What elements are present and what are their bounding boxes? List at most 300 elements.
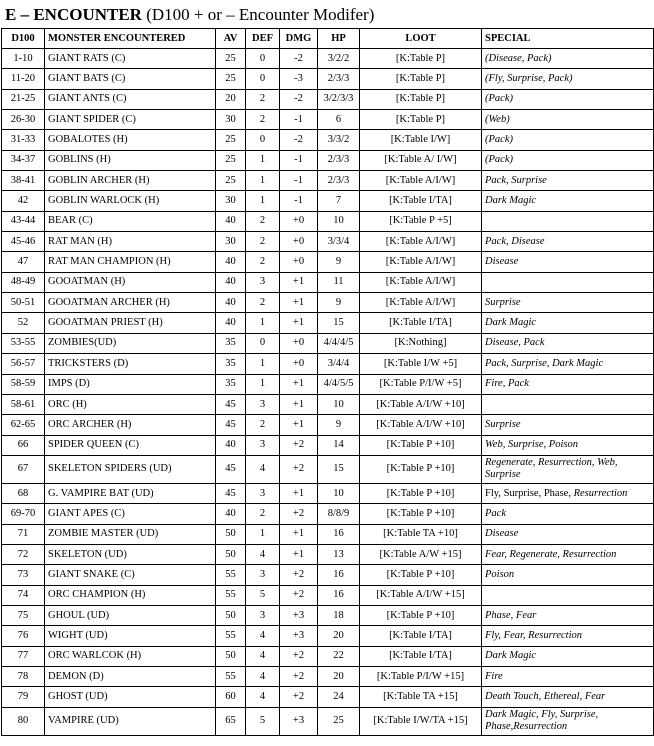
cell-def: 1	[246, 524, 280, 544]
cell-av: 40	[216, 504, 246, 524]
cell-special	[482, 544, 654, 564]
table-row	[2, 435, 654, 455]
cell-special-text: Dark Magic, Fly, Surprise, Phase,Resurrection	[485, 709, 599, 733]
cell-monster: ZOMBIES(UD)	[45, 333, 216, 353]
cell-def: 3	[246, 605, 280, 625]
table-row	[2, 252, 654, 272]
cell-special	[482, 333, 654, 353]
cell-monster: GOOATMAN (H)	[45, 272, 216, 292]
cell-dmg: +2	[280, 666, 318, 686]
cell-def: 0	[246, 130, 280, 150]
table-row	[2, 483, 654, 503]
cell-av: 60	[216, 687, 246, 707]
cell-av: 30	[216, 232, 246, 252]
cell-dmg: +1	[280, 524, 318, 544]
cell-hp: 3/3/4	[318, 232, 360, 252]
cell-loot: [K:Table P/I/W +5]	[360, 374, 482, 394]
table-row	[2, 524, 654, 544]
cell-loot: [K:Table P]	[360, 110, 482, 130]
table-row	[2, 626, 654, 646]
cell-loot: [K:Table P/I/W +15]	[360, 666, 482, 686]
table-row	[2, 544, 654, 564]
cell-special	[482, 293, 654, 313]
cell-loot: [K:Table I/W +5]	[360, 354, 482, 374]
cell-monster: DEMON (D)	[45, 666, 216, 686]
cell-monster: GOOATMAN PRIEST (H)	[45, 313, 216, 333]
cell-monster: SPIDER QUEEN (C)	[45, 435, 216, 455]
cell-av: 45	[216, 483, 246, 503]
cell-loot: [K:Table A/I/W +15]	[360, 585, 482, 605]
cell-d100: 58-59	[2, 374, 45, 394]
table-row	[2, 150, 654, 170]
cell-av: 25	[216, 69, 246, 89]
cell-dmg: +1	[280, 483, 318, 503]
cell-hp: 10	[318, 483, 360, 503]
cell-special-text: Resurrection	[573, 487, 628, 499]
cell-dmg: +2	[280, 455, 318, 483]
cell-d100: 43-44	[2, 211, 45, 231]
cell-def: 0	[246, 49, 280, 69]
cell-d100: 1-10	[2, 49, 45, 69]
cell-av: 40	[216, 435, 246, 455]
cell-monster: RAT MAN (H)	[45, 232, 216, 252]
cell-loot: [K:Table I/TA]	[360, 313, 482, 333]
table-row	[2, 313, 654, 333]
cell-loot: [K:Table A/I/W]	[360, 252, 482, 272]
cell-special	[482, 666, 654, 686]
cell-special	[482, 69, 654, 89]
cell-def: 3	[246, 272, 280, 292]
cell-def: 4	[246, 455, 280, 483]
cell-av: 55	[216, 626, 246, 646]
cell-dmg: +1	[280, 544, 318, 564]
cell-d100: 34-37	[2, 150, 45, 170]
cell-def: 5	[246, 707, 280, 735]
cell-special-text: Fear, Regenerate, Resurrection	[485, 548, 617, 560]
cell-loot: [K:Table I/W]	[360, 130, 482, 150]
cell-av: 20	[216, 89, 246, 109]
cell-dmg: -3	[280, 69, 318, 89]
cell-loot: [K:Table TA +10]	[360, 524, 482, 544]
cell-loot: [K:Nothing]	[360, 333, 482, 353]
cell-def: 2	[246, 89, 280, 109]
cell-def: 1	[246, 171, 280, 191]
cell-loot: [K:Table P]	[360, 89, 482, 109]
cell-d100: 47	[2, 252, 45, 272]
cell-monster: ORC WARLCOK (H)	[45, 646, 216, 666]
cell-loot: [K:Table P +10]	[360, 605, 482, 625]
table-row	[2, 707, 654, 735]
table-row	[2, 333, 654, 353]
cell-loot: [K:Table I/TA]	[360, 626, 482, 646]
cell-av: 50	[216, 646, 246, 666]
cell-monster: SKELETON SPIDERS (UD)	[45, 455, 216, 483]
col-header-dmg: DMG	[280, 29, 318, 49]
cell-hp: 6	[318, 110, 360, 130]
cell-def: 5	[246, 585, 280, 605]
cell-av: 40	[216, 313, 246, 333]
cell-d100: 80	[2, 707, 45, 735]
cell-special-text: (Web)	[485, 113, 510, 125]
cell-dmg: -2	[280, 89, 318, 109]
cell-hp: 9	[318, 415, 360, 435]
cell-def: 2	[246, 293, 280, 313]
cell-hp: 11	[318, 272, 360, 292]
cell-def: 4	[246, 626, 280, 646]
cell-monster: GIANT APES (C)	[45, 504, 216, 524]
cell-av: 40	[216, 252, 246, 272]
cell-monster: GHOST (UD)	[45, 687, 216, 707]
cell-monster: IMPS (D)	[45, 374, 216, 394]
cell-hp: 18	[318, 605, 360, 625]
cell-monster: WIGHT (UD)	[45, 626, 216, 646]
cell-def: 2	[246, 504, 280, 524]
cell-av: 55	[216, 585, 246, 605]
cell-special	[482, 504, 654, 524]
table-row	[2, 130, 654, 150]
cell-def: 2	[246, 211, 280, 231]
cell-loot: [K:Table A/I/W]	[360, 293, 482, 313]
cell-av: 30	[216, 191, 246, 211]
cell-hp: 3/3/2	[318, 130, 360, 150]
cell-special-text: Phase, Fear	[485, 609, 537, 621]
table-row	[2, 455, 654, 483]
table-header-row	[2, 29, 654, 49]
cell-special-text: Dark Magic	[485, 650, 537, 662]
cell-av: 25	[216, 130, 246, 150]
cell-d100: 76	[2, 626, 45, 646]
cell-dmg: +2	[280, 435, 318, 455]
cell-monster: GOBLIN WARLOCK (H)	[45, 191, 216, 211]
cell-av: 40	[216, 293, 246, 313]
col-header-loot: LOOT	[360, 29, 482, 49]
cell-special	[482, 415, 654, 435]
table-row	[2, 565, 654, 585]
cell-loot: [K:Table A/I/W +10]	[360, 415, 482, 435]
cell-hp: 10	[318, 211, 360, 231]
table-row	[2, 374, 654, 394]
cell-dmg: +3	[280, 707, 318, 735]
cell-special	[482, 435, 654, 455]
cell-special	[482, 171, 654, 191]
cell-special	[482, 191, 654, 211]
cell-d100: 45-46	[2, 232, 45, 252]
cell-hp: 3/4/4	[318, 354, 360, 374]
cell-special	[482, 707, 654, 735]
cell-special-text: (Pack)	[485, 93, 513, 105]
cell-special-text: (Pack)	[485, 154, 513, 166]
table-row	[2, 666, 654, 686]
cell-monster: TRICKSTERS (D)	[45, 354, 216, 374]
cell-special-plain: Fly, Surprise, Phase,	[485, 487, 574, 499]
cell-d100: 62-65	[2, 415, 45, 435]
cell-special-text: Dark Magic	[485, 317, 537, 329]
cell-special-text: Fire	[485, 670, 503, 682]
cell-special-text: Web, Surprise, Poison	[485, 439, 578, 451]
cell-hp: 15	[318, 455, 360, 483]
cell-hp: 16	[318, 585, 360, 605]
cell-def: 4	[246, 687, 280, 707]
col-header-av: AV	[216, 29, 246, 49]
cell-av: 45	[216, 415, 246, 435]
cell-monster: GOBLIN ARCHER (H)	[45, 171, 216, 191]
cell-monster: G. VAMPIRE BAT (UD)	[45, 483, 216, 503]
cell-hp: 14	[318, 435, 360, 455]
cell-special	[482, 374, 654, 394]
cell-dmg: -1	[280, 150, 318, 170]
cell-special	[482, 313, 654, 333]
cell-d100: 56-57	[2, 354, 45, 374]
cell-monster: GOBLINS (H)	[45, 150, 216, 170]
cell-monster: SKELETON (UD)	[45, 544, 216, 564]
cell-dmg: -2	[280, 130, 318, 150]
table-row	[2, 646, 654, 666]
cell-monster: GOOATMAN ARCHER (H)	[45, 293, 216, 313]
cell-loot: [K:Table A/I/W]	[360, 232, 482, 252]
col-header-d100: D100	[2, 29, 45, 49]
cell-loot: [K:Table P]	[360, 49, 482, 69]
cell-def: 1	[246, 150, 280, 170]
cell-special	[482, 211, 654, 231]
cell-special-text: Pack, Surprise	[485, 174, 547, 186]
cell-av: 55	[216, 565, 246, 585]
cell-dmg: -2	[280, 49, 318, 69]
cell-loot: [K:Table A/I/W]	[360, 272, 482, 292]
cell-av: 35	[216, 354, 246, 374]
cell-special	[482, 150, 654, 170]
cell-special	[482, 585, 654, 605]
table-row	[2, 171, 654, 191]
cell-loot: [K:Table I/TA]	[360, 191, 482, 211]
cell-dmg: +3	[280, 626, 318, 646]
cell-monster: GIANT SPIDER (C)	[45, 110, 216, 130]
col-header-def: DEF	[246, 29, 280, 49]
cell-loot: [K:Table P +5]	[360, 211, 482, 231]
cell-d100: 21-25	[2, 89, 45, 109]
cell-av: 45	[216, 394, 246, 414]
cell-d100: 72	[2, 544, 45, 564]
cell-loot: [K:Table P +10]	[360, 455, 482, 483]
cell-loot: [K:Table P +10]	[360, 504, 482, 524]
cell-special	[482, 394, 654, 414]
cell-loot: [K:Table A/I/W]	[360, 171, 482, 191]
cell-monster: GIANT ANTS (C)	[45, 89, 216, 109]
cell-monster: VAMPIRE (UD)	[45, 707, 216, 735]
cell-av: 55	[216, 666, 246, 686]
cell-special	[482, 49, 654, 69]
cell-dmg: +2	[280, 646, 318, 666]
page-title	[0, 0, 654, 31]
cell-special-text: Death Touch, Ethereal, Fear	[485, 690, 606, 702]
cell-def: 1	[246, 313, 280, 333]
cell-d100: 78	[2, 666, 45, 686]
cell-special-text: Pack, Disease	[485, 235, 545, 247]
cell-dmg: -1	[280, 171, 318, 191]
cell-loot: [K:Table I/TA]	[360, 646, 482, 666]
cell-d100: 67	[2, 455, 45, 483]
cell-loot: [K:Table P +10]	[360, 435, 482, 455]
cell-av: 25	[216, 171, 246, 191]
cell-monster: ZOMBIE MASTER (UD)	[45, 524, 216, 544]
page-title-suffix: (D100 + or – Encounter Modifer)	[141, 5, 375, 24]
cell-special	[482, 130, 654, 150]
cell-def: 0	[246, 69, 280, 89]
cell-hp: 2/3/3	[318, 69, 360, 89]
cell-d100: 66	[2, 435, 45, 455]
cell-def: 1	[246, 354, 280, 374]
cell-av: 50	[216, 544, 246, 564]
cell-special-text: Pack	[485, 507, 506, 519]
cell-dmg: +2	[280, 565, 318, 585]
cell-hp: 4/4/5/5	[318, 374, 360, 394]
cell-special	[482, 232, 654, 252]
cell-dmg: +3	[280, 605, 318, 625]
cell-dmg: +1	[280, 394, 318, 414]
cell-special-text: (Fly, Surprise, Pack)	[485, 73, 573, 85]
cell-hp: 22	[318, 646, 360, 666]
cell-special	[482, 565, 654, 585]
table-body	[2, 49, 654, 736]
table-row	[2, 69, 654, 89]
cell-dmg: +2	[280, 585, 318, 605]
cell-special-text: Pack, Surprise, Dark Magic	[485, 357, 604, 369]
cell-hp: 8/8/9	[318, 504, 360, 524]
cell-def: 4	[246, 544, 280, 564]
table-row	[2, 687, 654, 707]
cell-dmg: +1	[280, 374, 318, 394]
cell-d100: 74	[2, 585, 45, 605]
cell-hp: 13	[318, 544, 360, 564]
table-row	[2, 394, 654, 414]
cell-d100: 58-61	[2, 394, 45, 414]
cell-monster: RAT MAN CHAMPION (H)	[45, 252, 216, 272]
cell-def: 2	[246, 110, 280, 130]
col-header-hp: HP	[318, 29, 360, 49]
table-row	[2, 354, 654, 374]
cell-hp: 7	[318, 191, 360, 211]
cell-monster: ORC ARCHER (H)	[45, 415, 216, 435]
cell-special	[482, 524, 654, 544]
table-row	[2, 605, 654, 625]
cell-d100: 48-49	[2, 272, 45, 292]
cell-special	[482, 646, 654, 666]
table-row	[2, 504, 654, 524]
cell-special-text: (Pack)	[485, 134, 513, 146]
cell-hp: 2/3/3	[318, 171, 360, 191]
cell-d100: 68	[2, 483, 45, 503]
cell-av: 65	[216, 707, 246, 735]
cell-monster: GIANT BATS (C)	[45, 69, 216, 89]
cell-av: 40	[216, 211, 246, 231]
cell-dmg: +1	[280, 272, 318, 292]
cell-def: 3	[246, 565, 280, 585]
cell-def: 1	[246, 374, 280, 394]
cell-av: 25	[216, 150, 246, 170]
table-row	[2, 415, 654, 435]
cell-hp: 16	[318, 524, 360, 544]
cell-special-text: Surprise	[485, 418, 521, 430]
cell-monster: GIANT RATS (C)	[45, 49, 216, 69]
cell-hp: 16	[318, 565, 360, 585]
cell-def: 2	[246, 232, 280, 252]
cell-special-text: (Disease, Pack)	[485, 52, 552, 64]
cell-special-text: Surprise	[485, 296, 521, 308]
cell-hp: 20	[318, 626, 360, 646]
cell-hp: 3/2/2	[318, 49, 360, 69]
cell-d100: 52	[2, 313, 45, 333]
cell-dmg: +0	[280, 252, 318, 272]
cell-d100: 77	[2, 646, 45, 666]
cell-d100: 42	[2, 191, 45, 211]
cell-hp: 4/4/4/5	[318, 333, 360, 353]
cell-loot: [K:Table I/W/TA +15]	[360, 707, 482, 735]
cell-monster: GOBALOTES (H)	[45, 130, 216, 150]
cell-def: 3	[246, 435, 280, 455]
table-row	[2, 191, 654, 211]
cell-monster: GHOUL (UD)	[45, 605, 216, 625]
cell-hp: 15	[318, 313, 360, 333]
table-row	[2, 211, 654, 231]
cell-monster: ORC (H)	[45, 394, 216, 414]
table-row	[2, 272, 654, 292]
cell-av: 25	[216, 49, 246, 69]
cell-special-text: Disease	[485, 256, 519, 268]
cell-d100: 11-20	[2, 69, 45, 89]
cell-special-text: Poison	[485, 568, 515, 580]
table-row	[2, 49, 654, 69]
cell-d100: 79	[2, 687, 45, 707]
cell-dmg: +2	[280, 687, 318, 707]
cell-special-text: Disease, Pack	[485, 337, 545, 349]
cell-av: 35	[216, 374, 246, 394]
cell-special	[482, 455, 654, 483]
cell-hp: 20	[318, 666, 360, 686]
cell-dmg: +1	[280, 313, 318, 333]
cell-special	[482, 110, 654, 130]
cell-dmg: +0	[280, 232, 318, 252]
cell-special-text: Fly, Fear, Resurrection	[485, 629, 583, 641]
cell-dmg: +0	[280, 211, 318, 231]
cell-d100: 75	[2, 605, 45, 625]
cell-loot: [K:Table TA +15]	[360, 687, 482, 707]
cell-special	[482, 626, 654, 646]
cell-special-text: Regenerate, Resurrection, Web, Surprise	[485, 457, 618, 481]
cell-loot: [K:Table P]	[360, 69, 482, 89]
encounter-table	[1, 28, 654, 736]
cell-hp: 3/2/3/3	[318, 89, 360, 109]
cell-loot: [K:Table A/ I/W]	[360, 150, 482, 170]
cell-def: 4	[246, 666, 280, 686]
cell-d100: 71	[2, 524, 45, 544]
col-header-monster: MONSTER ENCOUNTERED	[45, 29, 216, 49]
cell-av: 35	[216, 333, 246, 353]
cell-special	[482, 252, 654, 272]
cell-loot: [K:Table A/W +15]	[360, 544, 482, 564]
cell-loot: [K:Table P +10]	[360, 565, 482, 585]
cell-special	[482, 354, 654, 374]
cell-def: 4	[246, 646, 280, 666]
cell-loot: [K:Table P +10]	[360, 483, 482, 503]
cell-def: 3	[246, 394, 280, 414]
cell-hp: 9	[318, 252, 360, 272]
table-row	[2, 89, 654, 109]
cell-def: 0	[246, 333, 280, 353]
cell-d100: 53-55	[2, 333, 45, 353]
cell-d100: 38-41	[2, 171, 45, 191]
cell-special	[482, 272, 654, 292]
table-row	[2, 293, 654, 313]
cell-monster: GIANT SNAKE (C)	[45, 565, 216, 585]
